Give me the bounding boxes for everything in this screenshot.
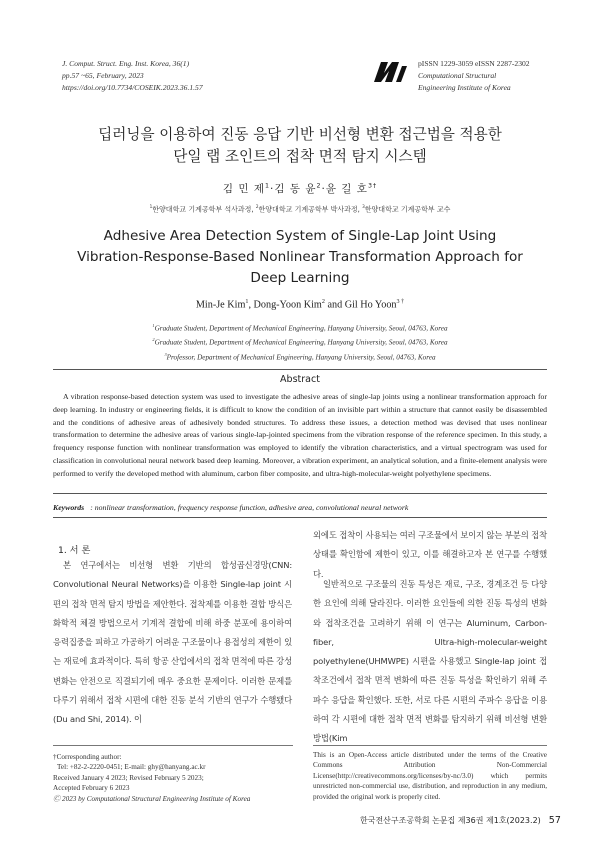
section-heading-intro: 1. 서 론 (58, 545, 91, 556)
issn-line: pISSN 1229-3059 eISSN 2287-2302 (418, 59, 530, 68)
aff-en-2-text: Graduate Student, Department of Mechanical Engineering, Hanyang University, Seoul, 04763, Korea (154, 338, 448, 347)
abstract-bottom-rule (53, 517, 547, 518)
fn-contact: Tel: +82-2-2220-0451; E-mail: ghy@hanyang.ac.kr (57, 763, 206, 772)
korean-title-line1: 딥러닝을 이용하여 진동 응답 기반 비선형 변환 접근법을 적용한 (98, 126, 502, 143)
aff-ko-2-sup: 2 (255, 204, 259, 209)
author-en-2-sup: 2 (321, 299, 325, 305)
author-ko-3-sup: 3† (367, 182, 378, 190)
author-ko-3: 윤 길 호 (325, 183, 368, 195)
institute-name-line2: Engineering Institute of Korea (418, 83, 511, 92)
author-ko-2: 김 동 윤 (274, 183, 317, 195)
abstract-heading: Abstract (280, 374, 320, 385)
institute-name-line1: Computational Structural (418, 71, 497, 80)
aff-en-1-text: Graduate Student, Department of Mechanical Engineering, Hanyang University, Seoul, 04763, Korea (154, 324, 448, 333)
keywords-label: Keywords (53, 503, 85, 512)
footnote-right-rule (313, 745, 547, 746)
corresponding-author-footnote (53, 752, 293, 804)
keywords-value: : nonlinear transformation, frequency response function, adhesive area, convolutional neural network (90, 503, 409, 512)
fn-corresponding-label: †Corresponding author: (53, 753, 122, 761)
english-title-line2: Vibration-Response-Based Nonlinear Transformation Approach for (77, 249, 523, 265)
abstract-mid-rule (53, 493, 547, 494)
korean-affiliations (40, 204, 560, 214)
pages-date: pp.57 ~65, February, 2023 (62, 71, 144, 80)
aff-ko-3-sup: 3 (362, 204, 365, 209)
english-authors: Min-Je Kim$^1$, Dong-Yoon Kim$^2$ and Gil Ho Yoon$^{3 \dagger}$ (195, 299, 405, 311)
doi-link[interactable]: https://doi.org/10.7734/COSEIK.2023.36.1.57 (62, 83, 203, 92)
english-affiliations (40, 320, 560, 363)
aff-en-3 (40, 349, 560, 363)
author-ko-1-sup: 1 (265, 182, 271, 190)
journal-logo-icon (372, 60, 408, 84)
footnote-left-rule (53, 745, 293, 746)
author-en-1-sup: 1 (245, 299, 249, 305)
author-en-2: Dong-Yoon Kim (253, 299, 322, 311)
aff-ko-1-sup: 1 (149, 204, 153, 209)
korean-title (40, 124, 560, 168)
page-footer (360, 815, 561, 826)
korean-title-line2: 단일 랩 조인트의 접착 면적 탐지 시스템 (173, 148, 427, 165)
intro-right-para1: 외에도 접착이 사용되는 여러 구조물에서 보이지 않는 부분의 접착 상태를 확인함에 제한이 있고, 이를 해결하고자 본 연구를 수행했다. (313, 530, 547, 579)
aff-ko-3: 한양대학교 기계공학부 교수 (364, 205, 451, 214)
author-en-1: Min-Je Kim (195, 299, 246, 311)
english-title-line1: Adhesive Area Detection System of Single-Lap Joint Using (103, 228, 497, 244)
fn-copyright: Ⓒ 2023 by Computational Structural Engineering Institute of Korea (53, 794, 251, 803)
abstract-body: A vibration response-based detection system was used to investigate the adhesive areas of single-lap joints using a nonlinear transformation approach for deep learning. In industry or engineering fields, it is difficult to know the condition of an invisible part within a structure that cannot easily be disassembled and the conditions of adhesive areas of adhesively bonded structures. To address these issues, a detection method was devised that uses nonlinear transformation to determine the adhesive areas of various single-lap-jointed specimens from the vibration response of the reference specimen. In this study, a frequency response function with nonlinear transformation was employed to identify the vibration characteristics, and a virtual spectrogram was used for classification in convolutional neural network based deep learning. Moreover, a vibration experiment, an analytical solution, and a finite-element analysis were performed to verify the developed method with aluminum, carbon fiber composite, and ultra-high-molecular-weight polyethylene specimens. (53, 392, 547, 478)
author-ko-2-sup: 2 (316, 182, 322, 190)
author-ko-1: 김 민 제 (222, 183, 265, 195)
journal-header-right (418, 58, 530, 94)
aff-en-1 (40, 320, 560, 334)
aff-en-3-sup: 3 (164, 351, 167, 357)
page-number: 57 (548, 815, 561, 826)
fn-received: Received January 4 2023; Revised February 5 2023; (53, 773, 204, 782)
author-en-3: and Gil Ho Yoon (327, 299, 397, 311)
aff-ko-1: 한양대학교 기계공학부 석사과정, (152, 205, 254, 214)
intro-left-column: 본 연구에서는 비선형 변환 기반의 합성곱신경망(CNN: Convolutional Neural Networks)을 이용한 Single-lap joint 시편의 접착 면적 탐지 방법을 제안한다. 접착제를 이용한 결합 방식은 화학적 체결 방법으로서 기계적 결합에 비해 하중 분포에 용이하여 응력집중을 피하고 가공하기 어려운 구조물이나 용접성의 제한이 있는 재료에 효과적이다. 특히 항공 산업에서의 접착 면적에 따른 강성변화는 안전으로 직결되기에 매우 중요한 문제이다. 이러한 문제를 다루기 위해서 접착 시편에 대한 진동 분석 기반의 연구가 수행됐다(Du and Shi, 2014). 이 (53, 560, 292, 725)
aff-en-1-sup: 1 (152, 323, 155, 328)
english-title (40, 226, 560, 289)
journal-citation: J. Comput. Struct. Eng. Inst. Korea, 36(1) (62, 59, 190, 68)
open-access-notice: This is an Open-Access article distributed under the terms of the Creative Commons Attribution Non-Commercial License(http://creativecommons.org/licenses/by-nc/3.0) which permits unrestricted non-commercial use, distribution, and reproduction in any medium, provided the original work is properly cited. (313, 751, 547, 801)
author-en-3-sup: 3 † (396, 299, 405, 305)
aff-en-2-sup: 2 (152, 337, 155, 343)
korean-authors: 김 민 제$^1$·김 동 윤$^2$·윤 길 호$^{3\dagger}$ (222, 182, 378, 195)
aff-en-2 (40, 334, 560, 348)
abstract-top-rule (53, 369, 547, 370)
journal-header-left (62, 58, 203, 94)
keywords-line (53, 503, 408, 512)
footer-journal: 한국전산구조공학회 논문집 제36권 제1호(2023.2) (360, 816, 541, 825)
fn-accepted: Accepted February 6 2023 (53, 784, 130, 793)
aff-en-3-text: Professor, Department of Mechanical Engineering, Hanyang University, Seoul, 04763, Korea (166, 353, 436, 362)
aff-ko-2: 한양대학교 기계공학부 박사과정, (258, 205, 360, 214)
english-title-line3: Deep Learning (250, 270, 350, 286)
intro-right-para2: 일반적으로 구조물의 진동 특성은 재료, 구조, 경계조건 등 다양한 요인에 의해 달라진다. 이러한 요인들에 의한 진동 특성의 변화와 접착조건을 고려하기 위해 이 연구는 Aluminum, Carbon-fiber, Ultra-high-molecular-weight polyethylene(UHMWPE) 시편을 사용했고 Single-lap joint 접착조건에서 접착 면적 변화에 따른 진동 특성을 확인하기 위해 주파수 응답을 확인했다. 또한, 서로 다른 시편의 주파수 응답을 이용하여 각 시편에 대한 접착 면적 변화를 탐지하기 위해 비선형 변환 방법(Kim (313, 579, 547, 744)
